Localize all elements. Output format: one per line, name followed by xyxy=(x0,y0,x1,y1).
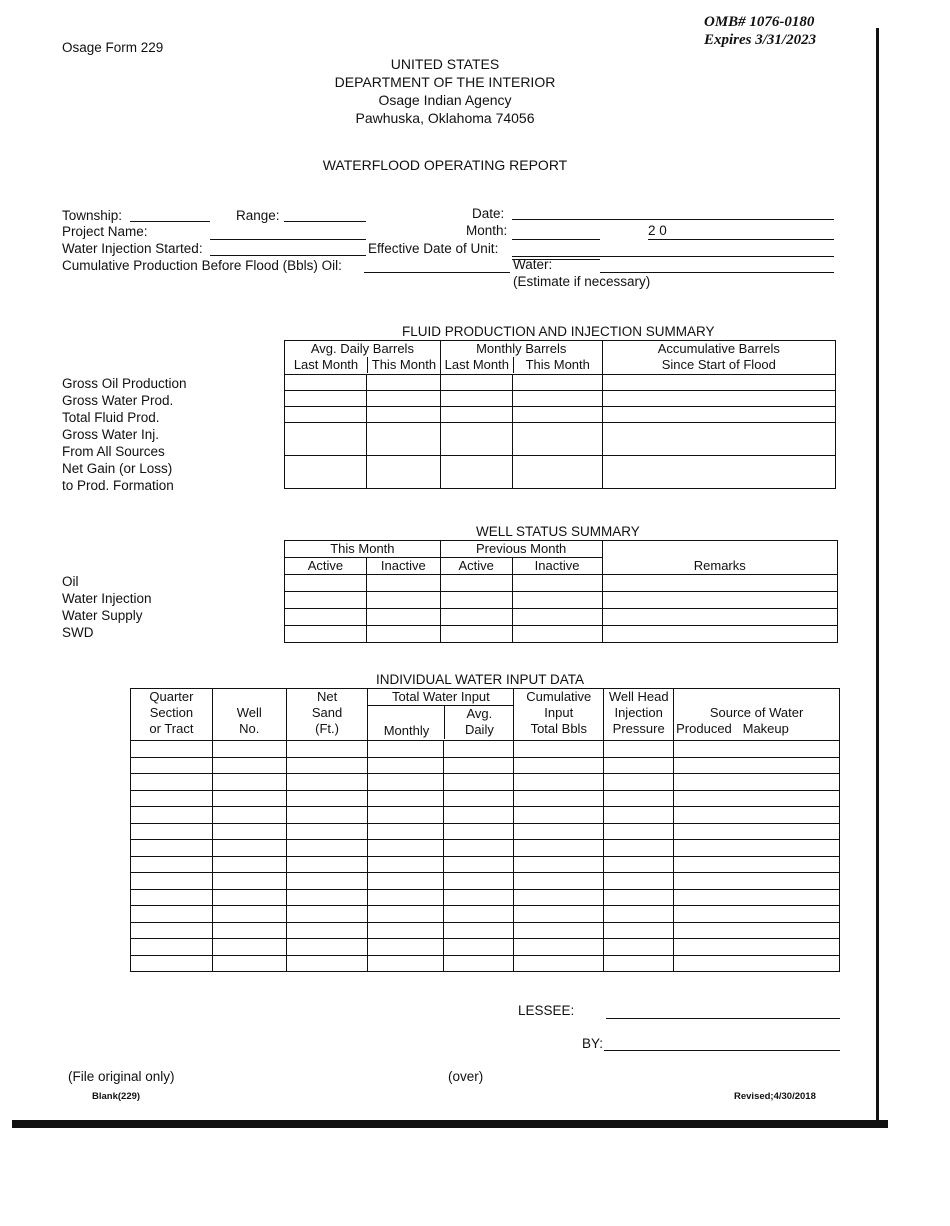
avg-daily-header xyxy=(445,706,513,739)
table-cell[interactable] xyxy=(212,922,286,939)
table-cell[interactable] xyxy=(212,757,286,774)
table-cell[interactable] xyxy=(444,807,514,824)
table-cell[interactable] xyxy=(368,774,444,791)
sand-line-2: Sand xyxy=(311,705,343,720)
table-row xyxy=(131,807,840,824)
blank-code: Blank(229) xyxy=(92,1091,141,1102)
fluid-summary-title: FLUID PRODUCTION AND INJECTION SUMMARY xyxy=(402,324,715,339)
table-cell[interactable] xyxy=(444,873,514,890)
cell[interactable] xyxy=(512,626,602,643)
total-input-subheaders xyxy=(368,706,513,739)
table-cell[interactable] xyxy=(368,873,444,890)
water-label: Water: xyxy=(513,257,553,272)
table-cell[interactable] xyxy=(444,889,514,906)
water-input-body xyxy=(131,741,840,972)
cell[interactable] xyxy=(440,391,512,407)
cumulative-line-2: Input xyxy=(544,705,574,720)
cell[interactable] xyxy=(285,456,367,489)
table-cell[interactable] xyxy=(444,840,514,857)
table-cell[interactable] xyxy=(286,873,368,890)
accumulative-header xyxy=(602,341,835,375)
avg-daily-label: Avg. Daily Barrels xyxy=(310,341,414,356)
this-month-header: This Month xyxy=(285,541,441,558)
row-label-total-fluid: Total Fluid Prod. xyxy=(62,410,160,425)
table-row xyxy=(131,955,840,972)
cumulative-header xyxy=(514,689,604,741)
table-cell[interactable] xyxy=(514,741,604,758)
table-cell[interactable] xyxy=(514,922,604,939)
cumulative-oil-field[interactable] xyxy=(364,272,510,273)
cell[interactable] xyxy=(602,575,837,592)
table-cell[interactable] xyxy=(368,889,444,906)
table-cell[interactable] xyxy=(514,906,604,923)
quarter-header xyxy=(131,689,213,741)
prev-active-header: Active xyxy=(440,558,512,575)
monthly-header xyxy=(440,341,602,375)
year-prefix: 2 0 xyxy=(648,223,667,238)
table-row xyxy=(131,889,840,906)
table-cell[interactable] xyxy=(368,757,444,774)
quarter-line-2: Section xyxy=(149,705,194,720)
revised-date: Revised;4/30/2018 xyxy=(734,1091,816,1102)
table-cell[interactable] xyxy=(674,856,840,873)
wellhead-line-2: Injection xyxy=(614,705,663,720)
table-row xyxy=(131,774,840,791)
omb-expires: Expires 3/31/2023 xyxy=(704,32,817,48)
water-injection-started-label: Water Injection Started: xyxy=(62,241,203,256)
row-label-water-injection: Water Injection xyxy=(62,591,152,606)
source-header xyxy=(674,689,840,741)
cell[interactable] xyxy=(285,375,367,391)
agency-line-2: DEPARTMENT OF THE INTERIOR xyxy=(334,74,556,90)
table-cell[interactable] xyxy=(514,939,604,956)
table-cell[interactable] xyxy=(368,856,444,873)
fluid-summary-table xyxy=(284,340,836,489)
bottom-edge-bar xyxy=(12,1120,888,1128)
table-cell[interactable] xyxy=(131,856,213,873)
table-cell[interactable] xyxy=(131,922,213,939)
row-label-water-supply: Water Supply xyxy=(62,608,143,623)
month-label: Month: xyxy=(466,223,508,238)
project-name-label: Project Name: xyxy=(62,224,148,239)
well-line-2: No. xyxy=(239,721,260,736)
table-cell[interactable] xyxy=(368,906,444,923)
table-cell[interactable] xyxy=(444,774,514,791)
total-water-input-header xyxy=(368,689,514,741)
table-cell[interactable] xyxy=(368,741,444,758)
table-cell[interactable] xyxy=(212,889,286,906)
table-row xyxy=(131,939,840,956)
table-cell[interactable] xyxy=(286,757,368,774)
accumulative-label: Accumulative Barrels xyxy=(657,341,780,356)
table-cell[interactable] xyxy=(604,955,674,972)
table-cell[interactable] xyxy=(212,774,286,791)
cell[interactable] xyxy=(285,575,367,592)
monthly-label: Monthly Barrels xyxy=(476,341,567,356)
cell[interactable] xyxy=(366,423,440,456)
cell[interactable] xyxy=(440,592,512,609)
quarter-line-1: Quarter xyxy=(149,689,194,704)
sand-line-3: (Ft.) xyxy=(315,721,339,736)
row-label-all-sources: From All Sources xyxy=(62,444,165,459)
cell[interactable] xyxy=(440,375,512,391)
this-inactive-header: Inactive xyxy=(366,558,440,575)
cell[interactable] xyxy=(366,626,440,643)
table-cell[interactable] xyxy=(212,873,286,890)
table-cell[interactable] xyxy=(444,906,514,923)
year-field[interactable] xyxy=(648,239,834,240)
table-cell[interactable] xyxy=(604,807,674,824)
table-cell[interactable] xyxy=(444,856,514,873)
table-cell[interactable] xyxy=(286,823,368,840)
agency-line-3: Osage Indian Agency xyxy=(378,92,512,108)
table-cell[interactable] xyxy=(604,906,674,923)
project-name-field[interactable] xyxy=(210,239,366,240)
row-label-gross-water: Gross Water Prod. xyxy=(62,393,174,408)
table-cell[interactable] xyxy=(212,939,286,956)
table-cell[interactable] xyxy=(674,774,840,791)
avg-daily-subheaders xyxy=(285,357,440,373)
table-cell[interactable] xyxy=(604,774,674,791)
cell[interactable] xyxy=(440,575,512,592)
table-cell[interactable] xyxy=(131,790,213,807)
well-row-labels xyxy=(62,573,152,641)
township-field[interactable] xyxy=(130,221,210,222)
by-field[interactable] xyxy=(604,1050,840,1051)
agency-line-4: Pawhuska, Oklahoma 74056 xyxy=(355,110,535,126)
cell[interactable] xyxy=(602,391,835,407)
well-status-title: WELL STATUS SUMMARY xyxy=(476,524,640,539)
table-row xyxy=(131,873,840,890)
accumulative-sub: Since Start of Flood xyxy=(661,357,776,372)
table-row xyxy=(131,757,840,774)
table-cell[interactable] xyxy=(514,840,604,857)
table-row xyxy=(131,790,840,807)
cell[interactable] xyxy=(366,456,440,489)
this-active-header: Active xyxy=(285,558,367,575)
table-cell[interactable] xyxy=(514,823,604,840)
lessee-label: LESSEE: xyxy=(518,1003,575,1018)
table-cell[interactable] xyxy=(444,955,514,972)
total-input-label: Total Water Input xyxy=(368,689,513,706)
row-label-prod-formation: to Prod. Formation xyxy=(62,478,174,493)
table-cell[interactable] xyxy=(212,840,286,857)
file-original-note: (File original only) xyxy=(68,1069,175,1084)
cell[interactable] xyxy=(285,609,367,626)
monthly-header: Monthly xyxy=(368,706,445,739)
table-cell[interactable] xyxy=(131,741,213,758)
table-cell[interactable] xyxy=(286,840,368,857)
water-input-table xyxy=(130,688,840,972)
water-underline-short xyxy=(512,259,600,260)
wellhead-line-1: Well Head xyxy=(608,689,669,704)
table-cell[interactable] xyxy=(286,774,368,791)
table-cell[interactable] xyxy=(604,873,674,890)
table-cell[interactable] xyxy=(286,939,368,956)
water-input-title: INDIVIDUAL WATER INPUT DATA xyxy=(376,672,585,687)
avg-daily-header xyxy=(285,341,441,375)
table-cell[interactable] xyxy=(368,955,444,972)
table-cell[interactable] xyxy=(514,774,604,791)
table-row xyxy=(131,906,840,923)
row-label-oil: Oil xyxy=(62,574,79,589)
table-cell[interactable] xyxy=(286,906,368,923)
table-cell[interactable] xyxy=(286,889,368,906)
table-cell[interactable] xyxy=(514,873,604,890)
table-cell[interactable] xyxy=(286,955,368,972)
cell[interactable] xyxy=(512,456,602,489)
well-no-header xyxy=(212,689,286,741)
cell[interactable] xyxy=(602,456,835,489)
table-cell[interactable] xyxy=(368,840,444,857)
table-cell[interactable] xyxy=(674,922,840,939)
table-cell[interactable] xyxy=(444,757,514,774)
table-cell[interactable] xyxy=(212,807,286,824)
cell[interactable] xyxy=(512,609,602,626)
table-cell[interactable] xyxy=(674,939,840,956)
cell[interactable] xyxy=(285,407,367,423)
table-cell[interactable] xyxy=(368,939,444,956)
table-cell[interactable] xyxy=(286,807,368,824)
cell[interactable] xyxy=(285,423,367,456)
row-label-gross-oil: Gross Oil Production xyxy=(62,376,187,391)
table-cell[interactable] xyxy=(131,840,213,857)
table-cell[interactable] xyxy=(604,741,674,758)
row-label-gross-water-inj: Gross Water Inj. xyxy=(62,427,160,442)
table-cell[interactable] xyxy=(286,790,368,807)
table-cell[interactable] xyxy=(674,823,840,840)
table-cell[interactable] xyxy=(212,906,286,923)
table-cell[interactable] xyxy=(444,741,514,758)
cell[interactable] xyxy=(366,375,440,391)
cell[interactable] xyxy=(512,575,602,592)
cell[interactable] xyxy=(285,626,367,643)
table-cell[interactable] xyxy=(131,906,213,923)
avg-line-2: Daily xyxy=(464,722,494,737)
fluid-row-labels xyxy=(62,375,187,494)
table-cell[interactable] xyxy=(604,823,674,840)
table-row xyxy=(131,922,840,939)
cell[interactable] xyxy=(440,626,512,643)
table-cell[interactable] xyxy=(444,823,514,840)
cell[interactable] xyxy=(512,407,602,423)
omb-number: OMB# 1076-0180 xyxy=(704,14,815,30)
table-cell[interactable] xyxy=(444,939,514,956)
quarter-line-3: or Tract xyxy=(149,721,194,736)
source-sub: Produced Makeup xyxy=(676,721,789,736)
spacer xyxy=(674,689,839,705)
table-cell[interactable] xyxy=(212,823,286,840)
wellhead-header xyxy=(604,689,674,741)
table-cell[interactable] xyxy=(212,856,286,873)
form-name: Osage Form 229 xyxy=(62,40,164,55)
table-cell[interactable] xyxy=(514,757,604,774)
table-cell[interactable] xyxy=(674,790,840,807)
cumulative-water-field[interactable] xyxy=(600,272,834,273)
table-cell[interactable] xyxy=(131,939,213,956)
remarks-header: Remarks xyxy=(602,541,837,575)
cell[interactable] xyxy=(285,592,367,609)
table-cell[interactable] xyxy=(286,922,368,939)
table-cell[interactable] xyxy=(674,741,840,758)
table-row xyxy=(131,823,840,840)
avg-line-1: Avg. xyxy=(466,706,493,721)
table-cell[interactable] xyxy=(131,823,213,840)
lessee-field[interactable] xyxy=(606,1018,840,1019)
cell[interactable] xyxy=(602,592,837,609)
row-label-net-gain: Net Gain (or Loss) xyxy=(62,461,173,476)
table-cell[interactable] xyxy=(604,840,674,857)
table-row xyxy=(131,741,840,758)
well-line-1: Well xyxy=(236,705,262,720)
cumulative-line-1: Cumulative xyxy=(526,689,592,704)
table-cell[interactable] xyxy=(514,889,604,906)
well-status-table xyxy=(284,540,838,643)
table-cell[interactable] xyxy=(514,807,604,824)
table-cell[interactable] xyxy=(212,955,286,972)
table-cell[interactable] xyxy=(368,823,444,840)
table-cell[interactable] xyxy=(604,939,674,956)
range-label: Range: xyxy=(236,208,280,223)
cell[interactable] xyxy=(366,575,440,592)
table-cell[interactable] xyxy=(368,922,444,939)
agency-block xyxy=(300,55,590,127)
avg-last-month: Last Month xyxy=(285,357,368,373)
cumulative-line-3: Total Bbls xyxy=(530,721,587,736)
cumulative-production-label: Cumulative Production Before Flood (Bbls) Oil: xyxy=(62,258,342,273)
right-edge-bar xyxy=(876,28,879,1126)
page-title: WATERFLOOD OPERATING REPORT xyxy=(322,157,568,173)
month-field[interactable] xyxy=(512,239,600,240)
table-cell[interactable] xyxy=(674,757,840,774)
table-cell[interactable] xyxy=(212,790,286,807)
cell[interactable] xyxy=(512,375,602,391)
cell[interactable] xyxy=(602,609,837,626)
table-row xyxy=(131,840,840,857)
cell[interactable] xyxy=(440,609,512,626)
table-cell[interactable] xyxy=(368,790,444,807)
cell[interactable] xyxy=(512,391,602,407)
water-injection-started-field[interactable] xyxy=(210,255,366,256)
cell[interactable] xyxy=(512,592,602,609)
net-sand-header xyxy=(286,689,368,741)
table-cell[interactable] xyxy=(444,790,514,807)
table-cell[interactable] xyxy=(514,790,604,807)
township-label: Township: xyxy=(62,208,123,223)
spacer xyxy=(213,689,286,705)
table-cell[interactable] xyxy=(604,889,674,906)
table-cell[interactable] xyxy=(286,741,368,758)
avg-this-month: This Month xyxy=(371,357,437,372)
monthly-last-month: Last Month xyxy=(441,357,514,373)
table-cell[interactable] xyxy=(131,807,213,824)
table-cell[interactable] xyxy=(131,757,213,774)
date-field[interactable] xyxy=(512,219,834,220)
cell[interactable] xyxy=(602,407,835,423)
effective-date-field[interactable] xyxy=(512,256,834,257)
table-cell[interactable] xyxy=(212,741,286,758)
cell[interactable] xyxy=(440,456,512,489)
cell[interactable] xyxy=(440,423,512,456)
table-cell[interactable] xyxy=(131,873,213,890)
agency-line-1: UNITED STATES xyxy=(390,56,500,72)
prev-inactive-header: Inactive xyxy=(512,558,602,575)
date-label: Date: xyxy=(472,206,505,221)
wellhead-line-3: Pressure xyxy=(612,721,665,736)
table-cell[interactable] xyxy=(131,955,213,972)
cell[interactable] xyxy=(366,592,440,609)
effective-date-label: Effective Date of Unit: xyxy=(368,241,499,256)
cell[interactable] xyxy=(512,423,602,456)
table-cell[interactable] xyxy=(674,955,840,972)
table-cell[interactable] xyxy=(444,922,514,939)
monthly-this-month: This Month xyxy=(525,357,590,372)
table-cell[interactable] xyxy=(674,873,840,890)
monthly-subheaders xyxy=(441,357,602,373)
table-cell[interactable] xyxy=(674,807,840,824)
by-label: BY: xyxy=(582,1036,604,1051)
source-label: Source of Water xyxy=(709,705,804,720)
table-cell[interactable] xyxy=(674,840,840,857)
over-note: (over) xyxy=(448,1069,484,1084)
previous-month-header: Previous Month xyxy=(440,541,602,558)
cell[interactable] xyxy=(440,407,512,423)
table-cell[interactable] xyxy=(604,856,674,873)
row-label-swd: SWD xyxy=(62,625,94,640)
table-cell[interactable] xyxy=(604,757,674,774)
table-cell[interactable] xyxy=(368,807,444,824)
table-cell[interactable] xyxy=(674,906,840,923)
range-field[interactable] xyxy=(284,221,366,222)
cell[interactable] xyxy=(366,391,440,407)
table-cell[interactable] xyxy=(514,856,604,873)
sand-line-1: Net xyxy=(316,689,338,704)
table-cell[interactable] xyxy=(604,790,674,807)
table-cell[interactable] xyxy=(286,856,368,873)
cell[interactable] xyxy=(366,609,440,626)
table-row xyxy=(131,856,840,873)
cell[interactable] xyxy=(602,626,837,643)
cell[interactable] xyxy=(602,375,835,391)
table-cell[interactable] xyxy=(131,889,213,906)
cell[interactable] xyxy=(366,407,440,423)
table-cell[interactable] xyxy=(674,889,840,906)
cell[interactable] xyxy=(285,391,367,407)
table-cell[interactable] xyxy=(514,955,604,972)
table-cell[interactable] xyxy=(131,774,213,791)
estimate-note: (Estimate if necessary) xyxy=(513,274,651,289)
cell[interactable] xyxy=(602,423,835,456)
table-cell[interactable] xyxy=(604,922,674,939)
